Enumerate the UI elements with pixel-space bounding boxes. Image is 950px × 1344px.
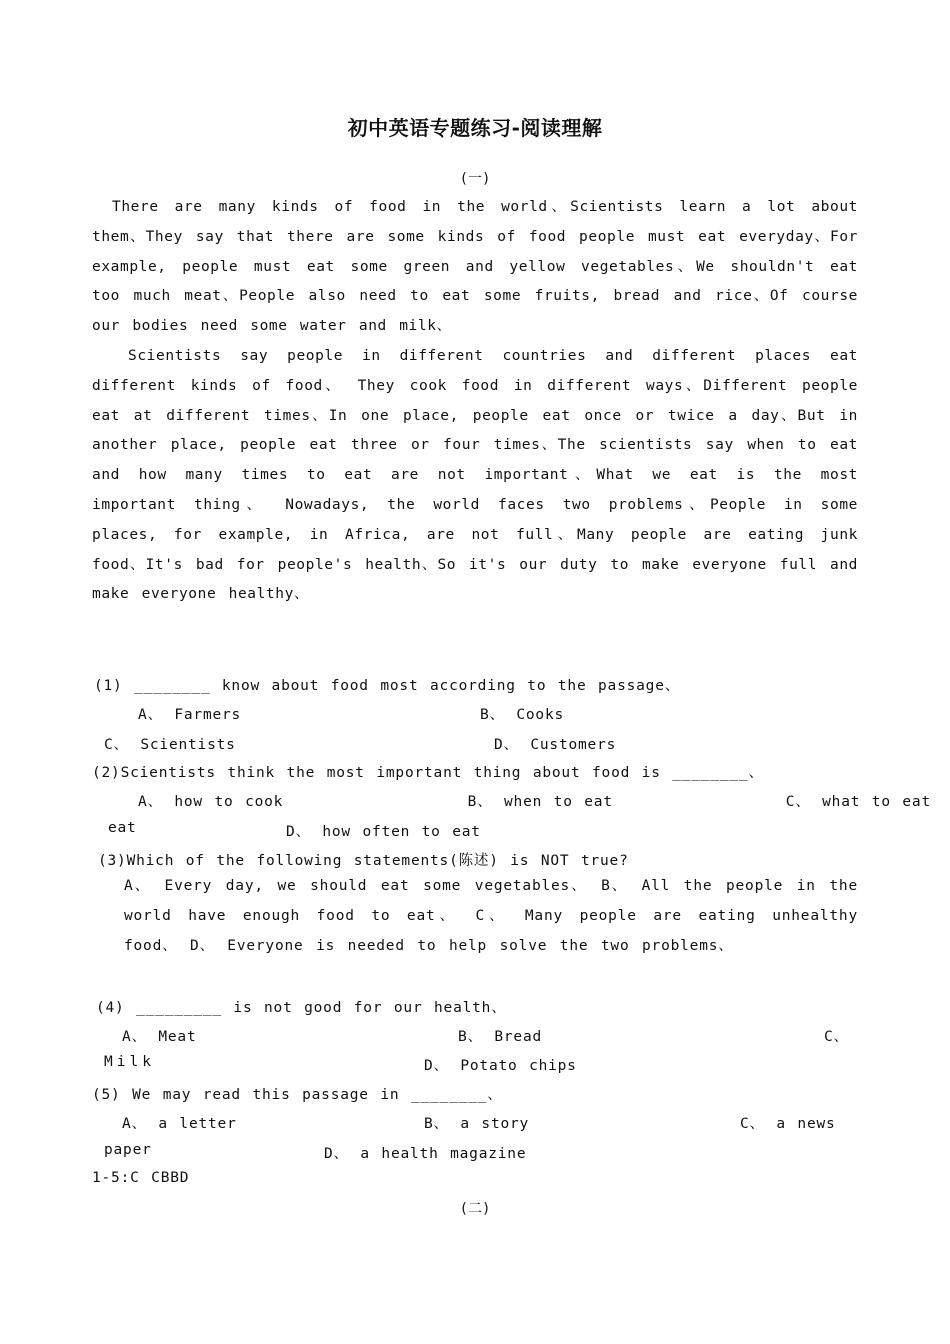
question-4-option-c-cont: Milk bbox=[104, 1054, 155, 1070]
question-5-option-d: D、 a health magazine bbox=[324, 1146, 527, 1162]
passage-paragraph-1: There are many kinds of food in the world、Scientists learn a lot about them、They say that there are some kinds of food people must eat everyday、For example, people must eat some green and yellow vegetables、We shouldn't eat too much meat、People also need to eat some fruits, bread and rice、Of course our bodies need some water and milk、 bbox=[92, 199, 858, 335]
question-1-option-a: A、 Farmers bbox=[138, 707, 242, 723]
page-title: 初中英语专题练习-阅读理解 bbox=[347, 116, 603, 140]
section-heading-2: (二) bbox=[459, 1201, 491, 1217]
section-heading-1: (一) bbox=[459, 171, 491, 187]
question-4-option-d: D、 Potato chips bbox=[424, 1058, 577, 1074]
question-3-options: A、 Every day, we should eat some vegetables、 B、 All the people in the world have enough food to eat、 C、 Many people are eating unhealthy food、 D、 Everyone is needed to help solve the two problems、 bbox=[124, 878, 858, 954]
question-4-stem: (4) _________ is not good for our health、 bbox=[96, 1000, 507, 1016]
question-5-option-c: C、 a news bbox=[740, 1116, 836, 1132]
reading-passage bbox=[92, 193, 858, 610]
question-5-option-a: A、 a letter bbox=[122, 1116, 237, 1132]
question-2-options-abc: A、 how to cook B、 when to eat C、 what to eat bbox=[138, 794, 931, 810]
passage-paragraph-2: Scientists say people in different countries and different places eat different kinds of food、 They cook food in different ways、Different people eat at different times、In one place, people eat once or twice a day、But in another place, people eat three or four times、The scientists say when to eat and how many times to eat are not important、What we eat is the most important thing、 Nowadays, the world faces two problems、People in some places, for example, in Africa, are not full、Many people are eating junk food、It's bad for people's health、So it's our duty to make everyone full and make everyone healthy、 bbox=[92, 347, 858, 603]
question-2-option-d: D、 how often to eat bbox=[286, 824, 481, 840]
answer-key: 1-5:C CBBD bbox=[92, 1170, 190, 1186]
question-2-option-c-cont: eat bbox=[108, 820, 137, 836]
question-4-option-c: C、 bbox=[824, 1029, 849, 1045]
question-4-option-b: B、 Bread bbox=[458, 1029, 543, 1045]
question-2-stem: (2)Scientists think the most important thing about food is ________、 bbox=[92, 765, 764, 781]
question-1-option-b: B、 Cooks bbox=[480, 707, 565, 723]
question-5-stem: (5) We may read this passage in ________、 bbox=[92, 1087, 503, 1103]
question-1-option-c: C、 Scientists bbox=[104, 737, 236, 753]
question-1-option-d: D、 Customers bbox=[494, 737, 617, 753]
question-4-option-a: A、 Meat bbox=[122, 1029, 197, 1045]
question-5-option-c-cont: paper bbox=[104, 1142, 152, 1158]
question-5-option-b: B、 a story bbox=[424, 1116, 530, 1132]
question-1-stem: (1) ________ know about food most according to the passage、 bbox=[94, 678, 681, 694]
question-3-stem: (3)Which of the following statements(陈述) is NOT true? bbox=[98, 853, 629, 869]
